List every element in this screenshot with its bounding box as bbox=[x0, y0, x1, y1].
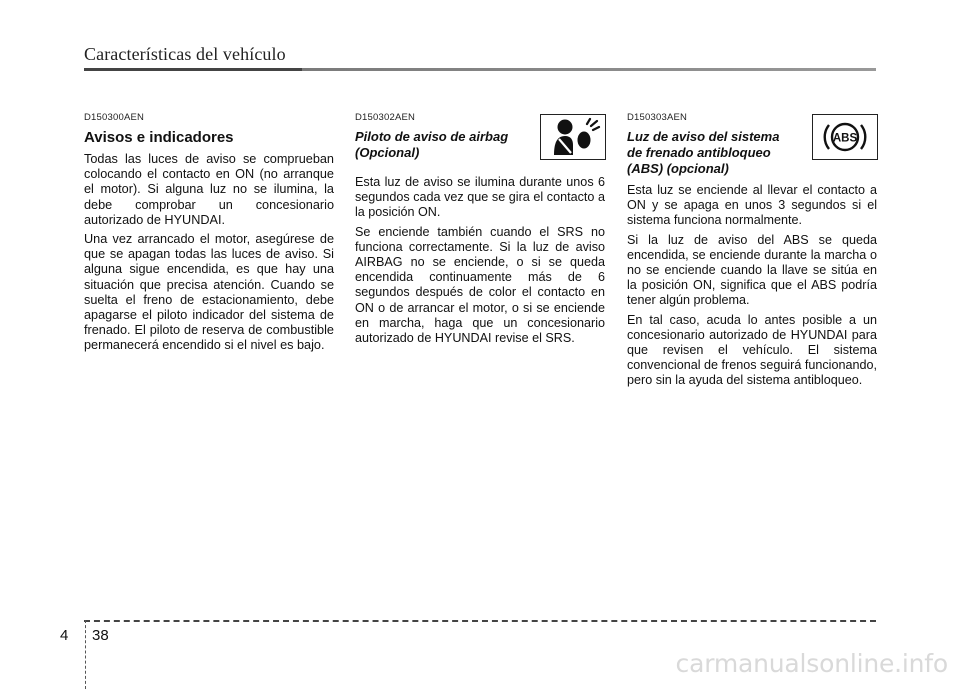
airbag-warning-icon bbox=[540, 114, 606, 160]
section-heading: Piloto de aviso de airbag (Opcional) bbox=[355, 129, 509, 160]
watermark: carmanualsonline.info bbox=[675, 649, 948, 678]
paragraph: En tal caso, acuda lo antes posible a un concesionario autorizado de HYUNDAI para que revisen el vehículo. El sistema convencional de frenos seguirá funcionando, pero sin la ayuda del sistema antibloqueo. bbox=[627, 312, 877, 388]
section-number: 4 bbox=[60, 627, 69, 644]
section-heading: Luz de aviso del sistema de frenado antibloqueo (ABS) (opcional) bbox=[627, 129, 780, 176]
paragraph: Se enciende también cuando el SRS no funciona correctamente. Si la luz de aviso AIRBAG no se enciende, o si se queda encendida continuamente más de 6 segundos después de color el contacto en ON o de arrancar el motor, o si se enciende en marcha, haga que un concesionario autorizado de HYUNDAI revise el SRS. bbox=[355, 224, 605, 346]
paragraph: Esta luz de aviso se ilumina durante unos 6 segundos cada vez que se gira el contacto a la posición ON. bbox=[355, 175, 605, 220]
page-number: 38 bbox=[92, 627, 109, 644]
paragraph: Una vez arrancado el motor, asegúrese de que se apagan todas las luces de aviso. Si alguna sigue encendida, es que hay una situación que precisa atención. Cuando se suelta el freno de estacionamiento, debe apagarse el piloto indicador del sistema de frenado. El piloto de reserva de combustible permanecerá encendido si el nivel es bajo. bbox=[84, 232, 334, 353]
section-code: D150302AEN bbox=[355, 112, 416, 123]
abs-icon-label: ABS bbox=[832, 132, 858, 145]
abs-warning-icon bbox=[812, 114, 878, 160]
paragraph: Esta luz se enciende al llevar el contacto a ON y se apaga en unos 3 segundos si el sistema funciona normalmente. bbox=[627, 183, 877, 228]
footer-rule bbox=[84, 620, 876, 622]
section-heading: Avisos e indicadores bbox=[84, 129, 234, 146]
header-rule-accent bbox=[84, 68, 302, 71]
paragraph: Todas las luces de aviso se comprueban colocando el contacto en ON (no arranque el motor). Si alguna luz no se ilumina, la debe comprobar un concesionario autorizado de HYUNDAI. bbox=[84, 152, 334, 227]
section-code: D150303AEN bbox=[627, 112, 688, 123]
footer-separator bbox=[85, 620, 86, 689]
page-header-title: Características del vehículo bbox=[84, 44, 286, 64]
section-code: D150300AEN bbox=[84, 112, 145, 123]
column-warnings-indicators bbox=[84, 112, 334, 358]
paragraph: Si la luz de aviso del ABS se queda encendida, se enciende durante la marcha o no se enciende cuando la llave se sitúa en la posición ON, significa que el ABS podría tener algún problema. bbox=[627, 232, 877, 308]
